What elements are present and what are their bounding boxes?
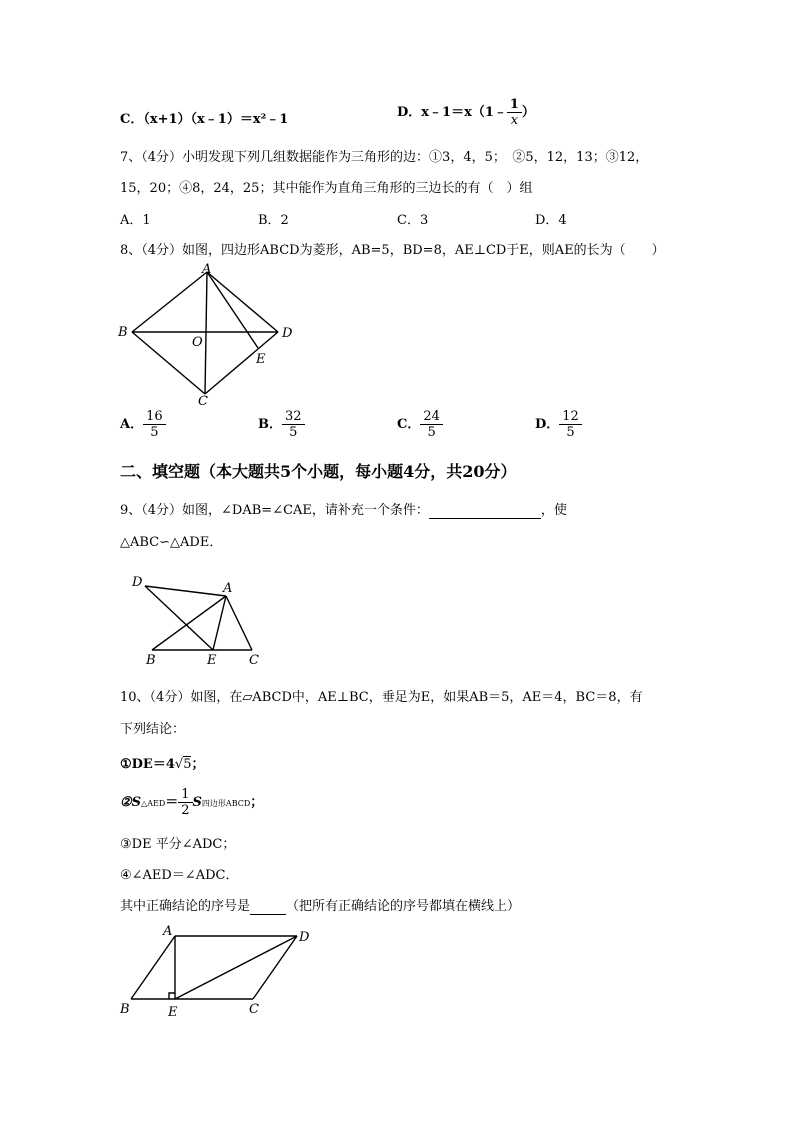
q8-rhombus-figure (115, 260, 305, 410)
q10-answer-blank (250, 899, 286, 915)
q6-option-d-fraction: $\frac{1}{x}$ (507, 97, 522, 128)
section-heading: 二、填空题（本大题共5个小题，每小题4分，共20分） (120, 462, 517, 481)
q6-option-c: C．（x+1）（x﹣1）＝x²﹣1 (120, 112, 289, 127)
q7-line2: 15，20；④8，24，25；其中能作为直角三角形的三边长的有（ ）组 (120, 181, 533, 196)
q9-label-e: E (207, 653, 217, 668)
q10-label-b: B (120, 1002, 130, 1017)
q8-label-a: A (202, 262, 212, 277)
q8-option-d: D． $\frac{12}{5}$ (535, 409, 582, 440)
q9-label-b: B (146, 653, 156, 668)
q8-option-c: C． $\frac{24}{5}$ (397, 409, 443, 440)
q9-label-a: A (223, 581, 233, 596)
q9-line1 (120, 499, 567, 519)
q8-text: 8、（4分）如图，四边形ABCD为菱形，AB=5，BD=8，AE⊥CD于E，则AE的长为（ ） (120, 243, 665, 258)
q10-label-a: A (163, 924, 173, 939)
q10-half-fraction: $\frac{1}{2}$ (178, 787, 192, 818)
q8-option-a: A． $\frac{16}{5}$ (120, 409, 166, 440)
q6-option-d (397, 97, 535, 128)
q7-line1: 7、（4分）小明发现下列几组数据能作为三角形的边：①3，4，5； ②5，12，13；③12， (120, 150, 649, 165)
q9-label-c: C (249, 653, 259, 668)
q9-line2: △ABC∽△ADE． (120, 535, 223, 550)
q8-label-b: B (118, 325, 128, 340)
q8-label-o: O (192, 335, 203, 350)
q10-label-c: C (249, 1002, 259, 1017)
q10-label-d: D (299, 930, 310, 945)
q10-label-e: E (168, 1005, 178, 1020)
q10-conclusion-4: ④∠AED＝∠ADC． (120, 868, 239, 883)
q8-option-a-fraction: $\frac{16}{5}$ (143, 409, 166, 440)
q6-option-d-suffix: ） (521, 105, 535, 120)
q10-ask-text: 其中正确结论的序号是 (120, 899, 251, 914)
q9-line1-text: 9、（4分）如图，∠DAB=∠CAE，请补充一个条件： (120, 503, 429, 518)
q8-option-d-fraction: $\frac{12}{5}$ (559, 409, 582, 440)
q8-label-e: E (256, 352, 266, 367)
q10-conclusion-2: ②S△AED＝ $\frac{1}{2}$ S四边形ABCD； (120, 787, 264, 818)
q9-answer-blank (429, 503, 541, 519)
q7-option-b: B．2 (258, 213, 289, 228)
q10-line2: 下列结论： (120, 722, 186, 737)
q8-option-b-fraction: $\frac{32}{5}$ (282, 409, 305, 440)
q10-conclusion-1: ①DE＝4√5； (120, 757, 205, 772)
q8-label-d: D (282, 326, 293, 341)
q8-option-c-fraction: $\frac{24}{5}$ (420, 409, 443, 440)
q10-conclusion-3: ③DE 平分∠ADC； (120, 837, 236, 852)
q9-label-d: D (132, 575, 143, 590)
q8-label-c: C (198, 394, 208, 409)
q7-option-a: A．1 (120, 213, 151, 228)
q10-parallelogram-figure (115, 922, 325, 1022)
q10-ask (120, 895, 520, 915)
q10-ask-note: （把所有正确结论的序号都填在横线上） (286, 899, 521, 914)
sqrt-symbol: √ (174, 757, 184, 772)
q6-option-d-prefix: D．x﹣1＝x（1﹣ (397, 105, 507, 120)
q10-line1: 10、（4分）如图，在▱ABCD中，AE⊥BC，垂足为E，如果AB＝5，AE＝4，BC＝8，有 (120, 690, 643, 705)
q8-option-b: B． $\frac{32}{5}$ (258, 409, 305, 440)
q7-option-d: D．4 (535, 213, 567, 228)
q9-triangle-figure (125, 570, 275, 670)
q7-option-c: C．3 (397, 213, 429, 228)
q9-line1-end: ，使 (540, 503, 567, 518)
